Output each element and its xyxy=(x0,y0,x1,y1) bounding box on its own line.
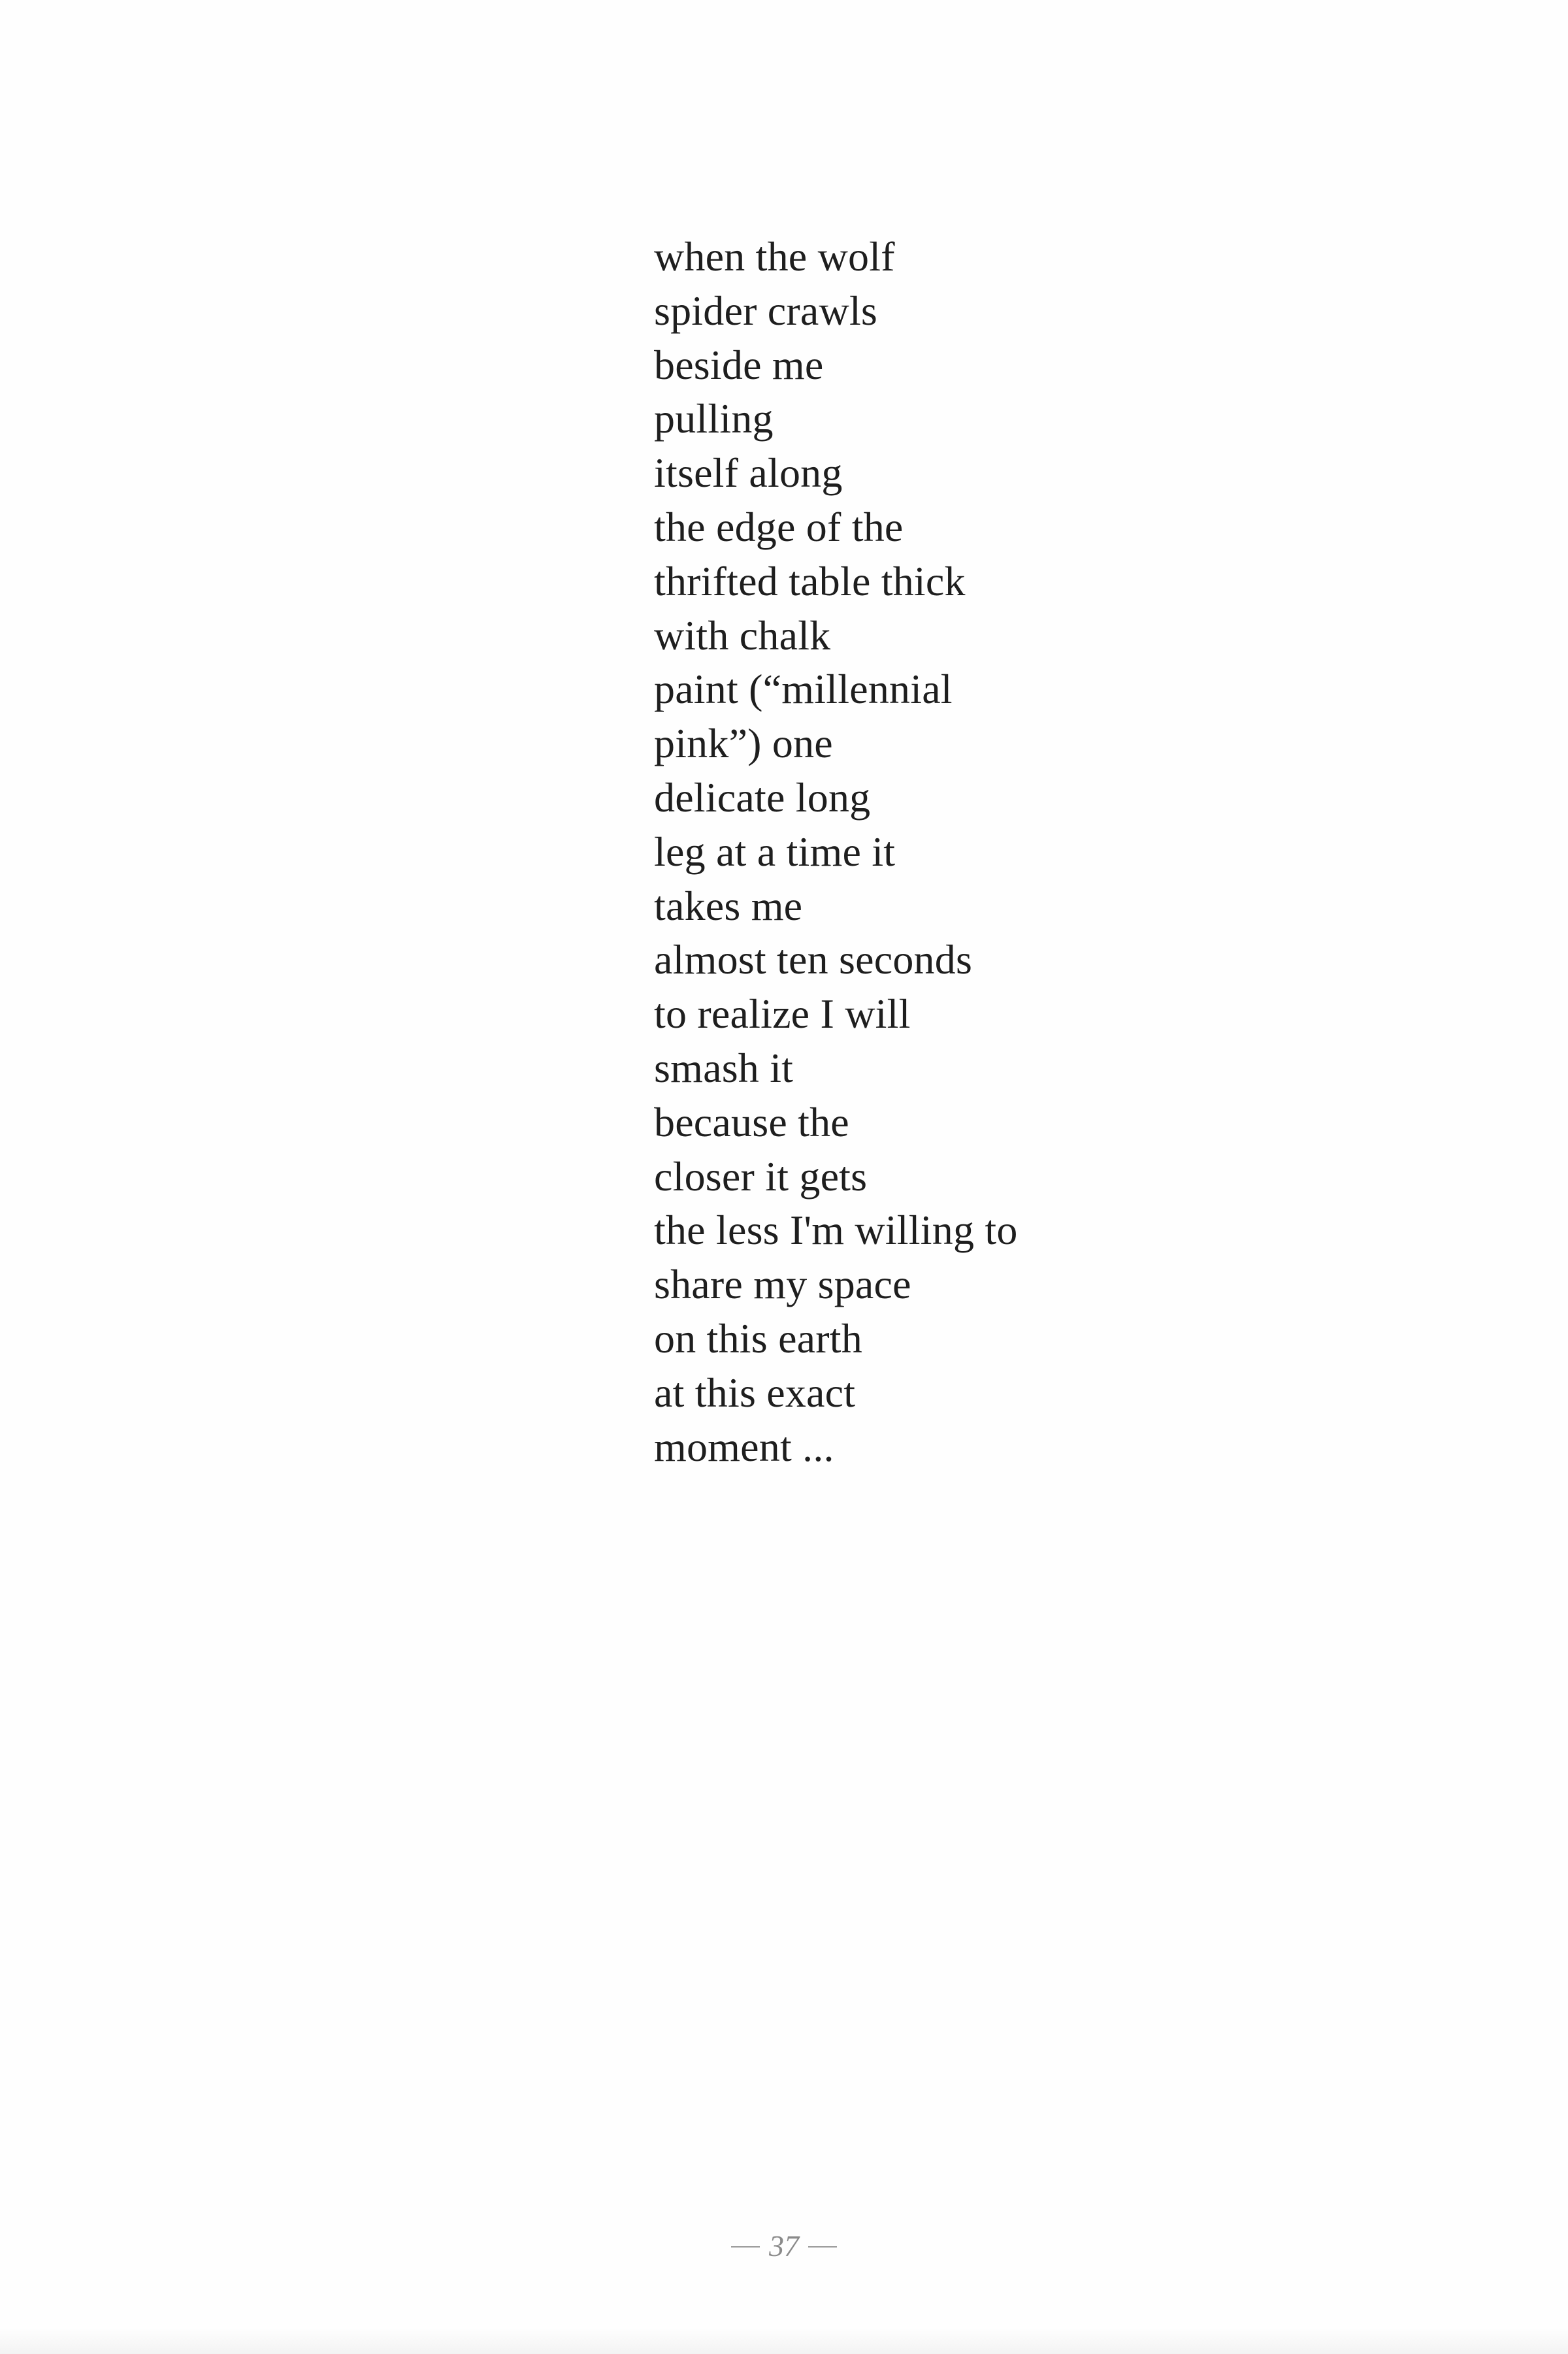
right-dash-divider xyxy=(808,2246,837,2248)
page-bottom-edge xyxy=(0,2328,1568,2354)
poem-line: share my space xyxy=(654,1261,911,1308)
poem-line: pink”) one xyxy=(654,720,833,767)
poem-line: on this earth xyxy=(654,1315,862,1362)
poem-line: smash it xyxy=(654,1044,794,1091)
poem-line: when the wolf xyxy=(654,233,895,280)
poem-line: the edge of the xyxy=(654,503,904,550)
poem-line: delicate long xyxy=(654,774,871,821)
poem-line: paint (“millennial xyxy=(654,666,953,713)
poem-line: because the xyxy=(654,1098,849,1145)
poem-line: spider crawls xyxy=(654,287,878,334)
left-dash-divider xyxy=(731,2246,760,2248)
page-number: 37 xyxy=(769,2229,799,2263)
poem-line: at this exact xyxy=(654,1369,856,1416)
poem-line: with chalk xyxy=(654,612,831,659)
poem-line: takes me xyxy=(654,882,803,929)
poem-line: thrifted table thick xyxy=(654,557,966,604)
poem-line: leg at a time it xyxy=(654,828,896,875)
poem-line: closer it gets xyxy=(654,1152,868,1200)
page-number-footer xyxy=(0,2228,1568,2264)
poem-line: moment ... xyxy=(654,1423,834,1470)
poem-line: beside me xyxy=(654,341,824,388)
poem-line: to realize I will xyxy=(654,990,911,1038)
poem-line: pulling xyxy=(654,395,774,442)
poem-line: itself along xyxy=(654,450,843,497)
poem-line: almost ten seconds xyxy=(654,936,973,983)
poem xyxy=(654,230,1018,1474)
poem-line: the less I'm willing to xyxy=(654,1207,1018,1254)
